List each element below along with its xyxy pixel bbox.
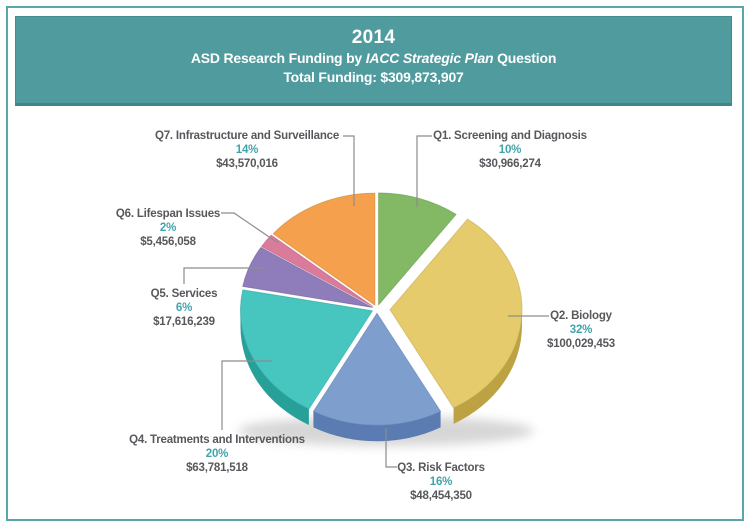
subtitle-suffix: Question bbox=[493, 50, 557, 66]
slice-label-q5 bbox=[64, 287, 304, 329]
subtitle-prefix: ASD Research Funding by bbox=[190, 50, 366, 66]
slice-label-q1 bbox=[390, 129, 630, 171]
total-funding: Total Funding: $309,873,907 bbox=[283, 69, 464, 85]
slice-amount-q6: $5,456,058 bbox=[140, 236, 196, 248]
slice-amount-q7: $43,570,016 bbox=[216, 158, 278, 170]
slice-name-q5: Q5. Services bbox=[150, 288, 218, 300]
year-title: 2014 bbox=[351, 27, 396, 48]
slice-amount-q2: $100,029,453 bbox=[547, 338, 615, 350]
slice-name-q6: Q6. Lifespan Issues bbox=[115, 208, 221, 220]
slice-percent-q3: 16% bbox=[429, 476, 453, 488]
slice-amount-q4: $63,781,518 bbox=[186, 462, 248, 474]
subtitle-italic: IACC Strategic Plan bbox=[365, 50, 494, 66]
slice-label-q3 bbox=[321, 461, 561, 503]
slice-name-q4: Q4. Treatments and Interventions bbox=[129, 434, 305, 446]
slice-label-q6 bbox=[48, 207, 288, 249]
slice-percent-q6: 2% bbox=[159, 222, 177, 234]
slice-name-q3: Q3. Risk Factors bbox=[397, 462, 485, 474]
slice-label-q7 bbox=[127, 129, 367, 171]
slice-amount-q1: $30,966,274 bbox=[479, 158, 541, 170]
slice-name-q7: Q7. Infrastructure and Surveillance bbox=[154, 130, 340, 142]
slice-percent-q1: 10% bbox=[498, 144, 522, 156]
slice-name-q2: Q2. Biology bbox=[550, 310, 612, 322]
slice-percent-q5: 6% bbox=[175, 302, 193, 314]
slice-percent-q4: 20% bbox=[205, 448, 229, 460]
slice-percent-q7: 14% bbox=[235, 144, 259, 156]
slice-amount-q3: $48,454,350 bbox=[410, 490, 472, 502]
slice-name-q1: Q1. Screening and Diagnosis bbox=[433, 130, 587, 142]
slice-percent-q2: 32% bbox=[569, 324, 593, 336]
slice-label-q2 bbox=[461, 309, 701, 351]
slice-amount-q5: $17,616,239 bbox=[153, 316, 215, 328]
slice-label-q4 bbox=[97, 433, 337, 475]
